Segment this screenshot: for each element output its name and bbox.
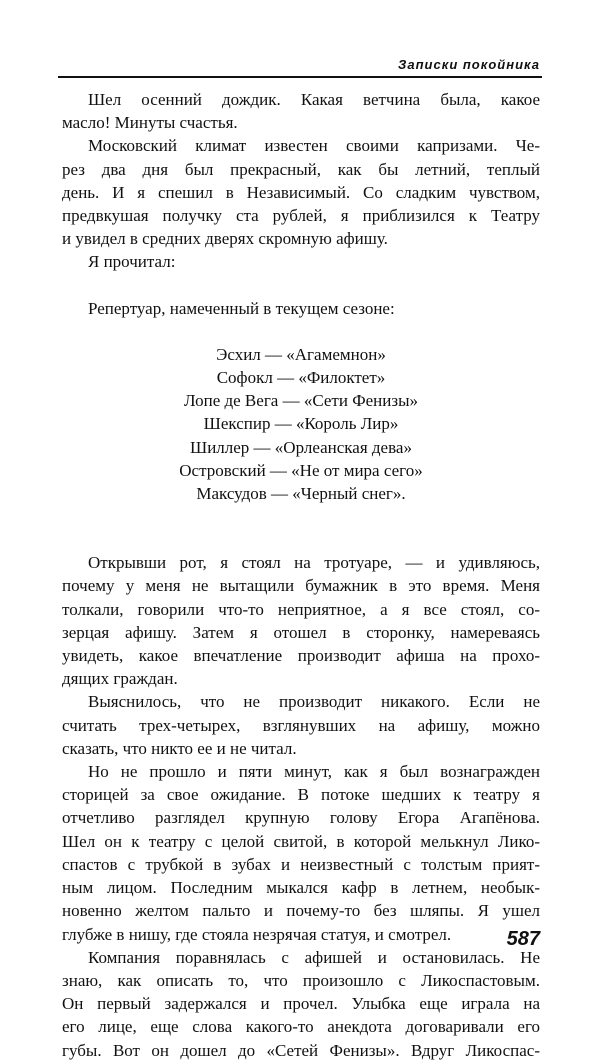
repertoire-heading: Репертуар, намеченный в текущем сезоне: bbox=[88, 298, 395, 318]
paragraph bbox=[62, 551, 540, 690]
text-line: Открывши рот, я стоял на тротуаре, — и удивляюсь, bbox=[88, 553, 540, 573]
text-line: спастов с трубкой в зубах и неизвестный с толстым прият- bbox=[62, 854, 540, 874]
paragraph bbox=[62, 88, 540, 134]
paragraph bbox=[62, 760, 540, 946]
spacer bbox=[62, 528, 540, 551]
text-line: сказать, что никто ее и не читал. bbox=[62, 738, 297, 758]
text-line: Но не прошло и пяти минут, как я был вознагражден bbox=[88, 762, 540, 782]
poster-line: Шиллер — «Орлеанская дева» bbox=[190, 437, 412, 457]
text-line: дящих граждан. bbox=[62, 669, 178, 689]
page-body bbox=[62, 88, 540, 1062]
poster-line: Максудов — «Черный снег». bbox=[196, 484, 406, 504]
text-line: ным лицом. Последним мыкался кафр в летнем, необык- bbox=[62, 878, 540, 898]
text-line: Шел он к театру с целой свитой, в которой мелькнул Лико- bbox=[62, 831, 540, 851]
poster-line: Лопе де Вега — «Сети Фенизы» bbox=[183, 391, 419, 411]
text-block-after-poster bbox=[62, 551, 540, 1061]
paragraph bbox=[62, 134, 540, 250]
text-line: Он первый задержался и прочел. Улыбка еще играла на bbox=[62, 994, 540, 1014]
text-line: Московский климат известен своими капризами. Че- bbox=[88, 136, 540, 156]
page-number: 587 bbox=[506, 928, 540, 950]
text-line: Шел осенний дождик. Какая ветчина была, какое bbox=[88, 90, 540, 109]
text-line: увидеть, какое впечатление производит афиша на прохо- bbox=[62, 646, 540, 666]
text-line: новенно желтом пальто и почему-то без шляпы. Я ушел bbox=[62, 901, 540, 921]
paragraph bbox=[62, 250, 540, 273]
paragraph bbox=[62, 690, 540, 760]
text-line: его лице, еще слова какого-то анекдота договаривали его bbox=[62, 1017, 540, 1037]
poster-line: Шекспир — «Король Лир» bbox=[203, 414, 399, 434]
text-line: предвкушая получку ста рублей, я приблизился к Театру bbox=[62, 206, 540, 226]
text-line: знаю, как описать то, что произошло с Ликоспастовым. bbox=[62, 970, 540, 990]
text-line: глубже в нишу, где стояла незрячая статуя, и смотрел. bbox=[62, 924, 452, 944]
text-line: почему у меня не вытащили бумажник в это время. Меня bbox=[62, 576, 540, 596]
text-line: и увидел в средних дверях скромную афишу. bbox=[62, 229, 388, 249]
text-line: толкали, говорили что-то неприятное, а я все стоял, со- bbox=[62, 599, 540, 619]
text-line: сторицей за свое ожидание. В потоке шедших к театру я bbox=[62, 785, 540, 805]
text-line: отчетливо разглядел крупную голову Егора Агапёнова. bbox=[62, 808, 540, 828]
running-header-title: Записки покойника bbox=[398, 57, 540, 72]
poster-line: Островский — «Не от мира сего» bbox=[179, 460, 423, 480]
text-line: губы. Вот он дошел до «Сетей Фенизы». Вдруг Ликоспас- bbox=[62, 1040, 540, 1060]
spacer bbox=[62, 274, 540, 297]
text-line: Я прочитал: bbox=[88, 252, 176, 272]
theatre-poster bbox=[62, 343, 540, 505]
text-block-before-poster bbox=[62, 88, 540, 274]
text-line: Выяснилось, что не производит никакого. Если не bbox=[88, 692, 540, 712]
text-line: Компания поравнялась с афишей и остановилась. Не bbox=[88, 947, 540, 967]
paragraph bbox=[62, 946, 540, 1062]
text-line: масло! Минуты счастья. bbox=[62, 113, 238, 133]
running-header bbox=[58, 52, 542, 78]
text-line: рез два дня был прекрасный, как бы летний, теплый bbox=[62, 159, 540, 179]
text-line: день. И я спешил в Независимый. Со сладким чувством, bbox=[62, 182, 540, 202]
text-line: зерцая афишу. Затем я отошел в сторонку, намереваясь bbox=[62, 622, 540, 642]
poster-line: Эсхил — «Агамемнон» bbox=[216, 344, 386, 364]
spacer bbox=[62, 320, 540, 343]
spacer bbox=[62, 505, 540, 528]
poster-line: Софокл — «Филоктет» bbox=[216, 368, 386, 388]
text-line: считать трех-четырех, взглянувших на афишу, можно bbox=[62, 715, 540, 735]
